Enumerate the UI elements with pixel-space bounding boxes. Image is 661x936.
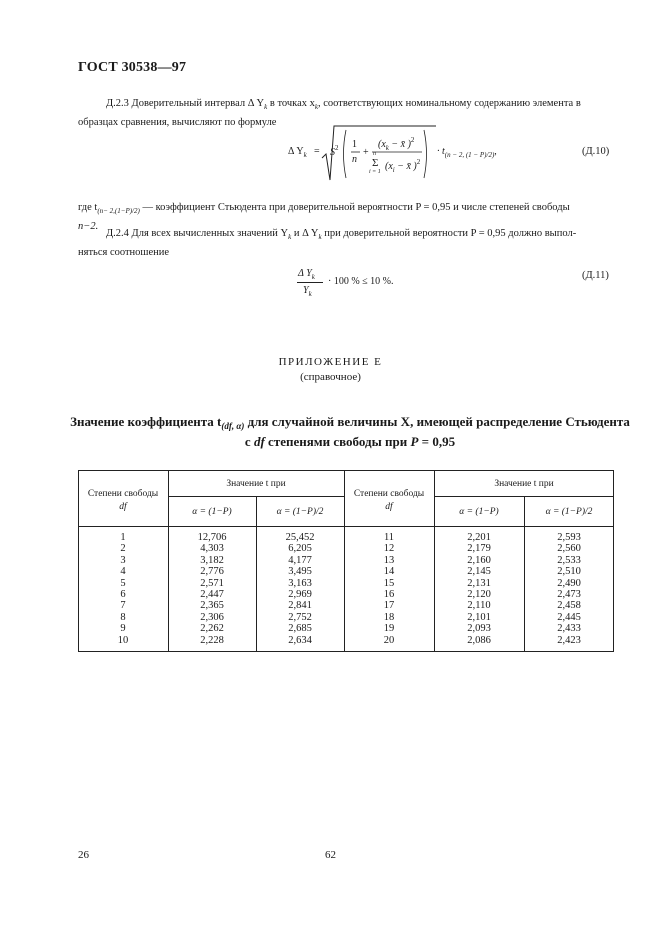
table-cell: 2,969 (288, 589, 312, 600)
table-cell: 2,365 (200, 600, 224, 612)
table-cell: 12,706 (197, 532, 227, 543)
table-cell: 2,593 (557, 532, 581, 543)
table-cell: 2,685 (288, 623, 312, 635)
table-title-b: для случайной величины X, имеющей распределение Стьюдента (244, 414, 630, 429)
clause-d23-text-a: Д.2.3 Доверительный интервал Δ Y (106, 98, 265, 109)
header-df-right (344, 488, 434, 514)
table-cell: 2,533 (557, 554, 581, 566)
clause-d23-line2: образцах сравнения, вычисляют по формуле (78, 117, 277, 128)
clause-d24-text-a: Д.2.4 Для всех вычисленных значений Y (106, 228, 289, 239)
formula-d10-s-sup: 2 (335, 144, 339, 152)
formula-d10-number: (Д.10) (582, 146, 610, 157)
appendix-subtitle: (справочное) (300, 371, 361, 383)
formula-d10-num-a: (x (378, 139, 386, 150)
formula-d11-den (303, 285, 312, 298)
table-header-bottom (78, 526, 614, 527)
table-cell: 1 (120, 532, 126, 543)
table-bottom-border (78, 651, 614, 652)
header-df-right-symbol: df (385, 502, 393, 512)
formula-d10-den-a: (x (385, 161, 393, 172)
table-cell: 10 (117, 634, 129, 646)
formula-d10-num-sub: k (385, 144, 389, 152)
formula-d10-s (330, 144, 339, 158)
header-group-right: Значение t при (494, 479, 554, 489)
where-text-line2: n−2. (78, 221, 99, 232)
formula-d10-den-sup: 2 (416, 158, 421, 166)
formula-d10-eq: = (314, 146, 320, 157)
table-cell: 2,447 (200, 589, 224, 600)
table-cell: 5 (120, 577, 126, 589)
table-cell: 2,634 (288, 634, 312, 646)
table-title-df: df (253, 434, 265, 449)
formula-d10-end: , (494, 146, 497, 157)
table-cell: 2,841 (288, 600, 312, 612)
formula-d10-den-b: − x̄ ) (394, 161, 417, 172)
formula-d10-n: n (352, 154, 357, 165)
table-title-a: Значение коэффициента t (70, 414, 222, 429)
formula-d10-lhs-sub: k (303, 151, 307, 159)
table-cell: 2,101 (467, 611, 491, 623)
table-cell: 2,160 (467, 554, 491, 566)
header-alpha1-left: α = (1−P) (192, 507, 232, 517)
formula-d10-t-text: · t (437, 146, 445, 157)
formula-d11-rest: · 100 % ≤ 10 %. (328, 276, 394, 287)
formula-d10-sum: Σ (372, 157, 379, 169)
page-number-left: 26 (78, 849, 89, 861)
page-number-center: 62 (325, 849, 336, 861)
table-cell: 17 (383, 600, 395, 612)
table-cell: 2,571 (200, 577, 224, 589)
appendix-title: ПРИЛОЖЕНИЕ Е (278, 356, 383, 368)
clause-d24-text-c: при доверительной вероятности P = 0,95 должно выпол- (321, 228, 577, 239)
table-cell: 6 (120, 589, 126, 600)
table-cell: 3 (120, 554, 126, 566)
table-cell: 7 (120, 600, 126, 612)
table-cell: 19 (383, 623, 395, 635)
table-cell: 2,473 (557, 589, 581, 600)
table-title-d: степенями свободы при (264, 434, 411, 449)
table-cell: 3,495 (288, 566, 312, 578)
header-df-left-label: Степени свободы (87, 489, 159, 499)
table-cell: 2,752 (288, 611, 312, 623)
formula-d10-one: 1 (352, 139, 357, 150)
formula-d11-den-text: Y (303, 285, 309, 296)
table-cell: 2,306 (200, 611, 224, 623)
table-cell: 2,145 (467, 566, 491, 578)
where-text-b: — коэффициент Стьюдента при доверительной вероятности P = 0,95 и числе степеней свободы (139, 202, 570, 213)
formula-d10-num-sup: 2 (410, 136, 415, 144)
table-cell: 2,110 (467, 600, 491, 612)
table-cell: 2,120 (467, 589, 491, 600)
header-df-left (78, 488, 168, 514)
table-title-c: с (244, 434, 254, 449)
table-title-sub: (df, α) (221, 421, 245, 431)
table-title-e: = 0,95 (418, 434, 456, 449)
where-text-sub: (n− 2,(1−P)/2) (97, 207, 140, 215)
formula-d11-den-sub: k (308, 290, 312, 298)
table-title-p: P (410, 434, 419, 449)
formula-d11-num-text: Δ Y (298, 268, 312, 279)
table-cell: 2,423 (557, 634, 581, 646)
table-cell: 25,452 (285, 532, 315, 543)
table-cell: 4,177 (288, 554, 312, 566)
table-cell: 2,179 (467, 543, 491, 555)
clause-d23-text-b: в точках x (267, 98, 315, 109)
where-text-a: где t (78, 202, 98, 213)
table-cell: 14 (383, 566, 395, 578)
formula-d10-denominator (385, 158, 420, 174)
formula-d11-num (298, 268, 315, 281)
clause-d23-sub-b: k (314, 103, 319, 111)
formula-d10-sum-bot: i = 1 (369, 169, 381, 175)
table-cell: 2,458 (557, 600, 581, 612)
table-cell: 20 (383, 634, 395, 646)
table-top-border (78, 470, 614, 471)
table-cell: 13 (383, 554, 395, 566)
formula-d10-lhs (288, 146, 307, 159)
table-cell: 9 (120, 623, 126, 635)
table-cell: 2,490 (557, 577, 581, 589)
header-df-left-symbol: df (119, 502, 127, 512)
header-alpha1-right: α = (1−P) (459, 507, 499, 517)
formula-d11-number: (Д.11) (582, 270, 609, 281)
formula-d10-sum-top: n (373, 151, 376, 157)
table-cell: 3,182 (200, 554, 224, 566)
document-id: ГОСТ 30538—97 (78, 60, 187, 75)
table-cell: 3,163 (288, 577, 312, 589)
table-cell: 12 (383, 543, 395, 555)
table-cell: 4,303 (200, 543, 224, 555)
table-title (60, 414, 640, 450)
clause-d24-sub-b: k (318, 233, 322, 241)
formula-d10-den-sub: i (392, 166, 395, 174)
table-cell: 2,131 (467, 577, 491, 589)
formula-d10-s-text: S (330, 147, 335, 158)
table-cell: 2,445 (557, 611, 581, 623)
formula-d11-fraction-bar (297, 282, 323, 283)
table-cell: 8 (120, 611, 126, 623)
table-cell: 2 (120, 543, 126, 555)
table-cell: 2,433 (557, 623, 581, 635)
table-cell: 2,093 (467, 623, 491, 635)
table-cell: 2,776 (200, 566, 224, 578)
table-cell: 15 (383, 577, 395, 589)
table-cell: 18 (383, 611, 395, 623)
table-cell: 11 (383, 532, 395, 543)
clause-d23-text-c: , соответствующих номинальному содержанию элемента в (318, 98, 581, 109)
clause-d24 (78, 226, 618, 261)
table-cell: 16 (383, 589, 395, 600)
table-cell: 2,228 (200, 634, 224, 646)
header-alpha2-left: α = (1−P)/2 (276, 507, 324, 517)
table-cell: 2,262 (200, 623, 224, 635)
formula-d10-lhs-text: Δ Y (288, 146, 304, 157)
table-cell: 2,086 (467, 634, 491, 646)
formula-d10-numerator (378, 136, 414, 152)
clause-d23-sub-a: k (264, 103, 268, 111)
table-cell: 2,510 (557, 566, 581, 578)
clause-d24-line2: няться соотношение (78, 247, 170, 258)
table-cell: 2,560 (557, 543, 581, 555)
formula-d10-num-b: − x̄ ) (388, 139, 411, 150)
formula-d11-num-sub: k (311, 273, 315, 281)
clause-d24-text-b: и Δ Y (291, 228, 319, 239)
formula-d10-t-sub: (n − 2, (1 − P)/2) (444, 151, 495, 159)
header-group-left: Значение t при (226, 479, 286, 489)
table-cell: 2,201 (467, 532, 491, 543)
table-cell: 4 (120, 566, 126, 578)
clause-d24-sub-a: k (288, 233, 292, 241)
header-alpha2-right: α = (1−P)/2 (545, 507, 593, 517)
formula-d10-plus: + (363, 147, 369, 158)
formula-d10-t (437, 146, 497, 159)
table-cell: 6,205 (288, 543, 312, 555)
header-df-right-label: Степени свободы (353, 489, 425, 499)
